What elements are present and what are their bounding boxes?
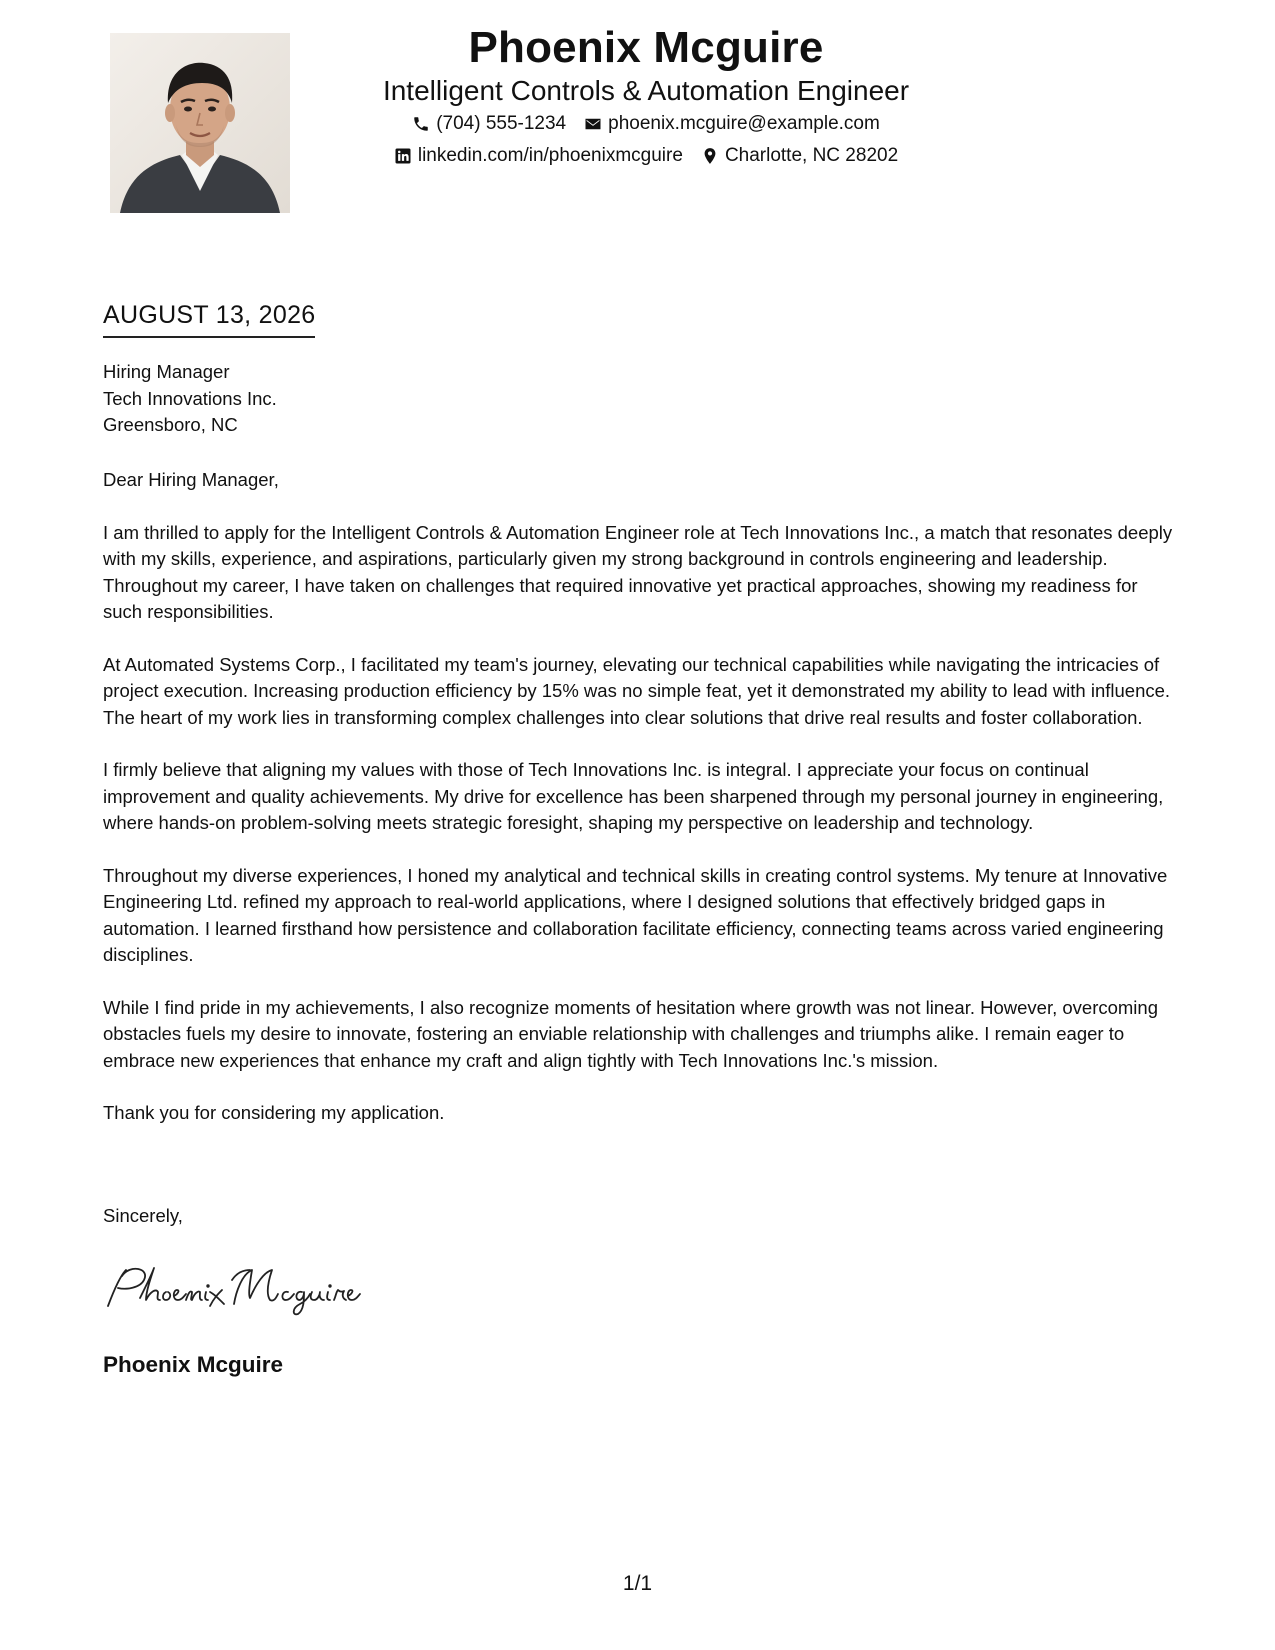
linkedin-text: linkedin.com/in/phoenixmcguire	[417, 145, 683, 166]
recipient-block	[103, 359, 277, 439]
email-text: phoenix.mcguire@example.com	[608, 113, 880, 134]
contact-email[interactable]	[584, 108, 880, 140]
recipient-line: Tech Innovations Inc.	[103, 387, 277, 409]
recipient-line: Hiring Manager	[103, 361, 230, 382]
map-marker-icon	[701, 147, 719, 165]
closing: Sincerely,	[103, 1205, 183, 1226]
letter-date: AUGUST 13, 2026	[103, 298, 315, 338]
applicant-name: Phoenix Mcguire	[468, 23, 824, 72]
body-paragraph: Throughout my diverse experiences, I honed my analytical and technical skills in creating control systems. My tenure at Innovative Engineering Ltd. refined my approach to real-world applications, where I designed solutions that effectively bridged gaps in automation. I learned firsthand how persistence and collaboration facilitate efficiency, connecting teams across varied engineering disciplines.	[103, 864, 1168, 965]
phone-text: (704) 555-1234	[436, 113, 567, 134]
body-paragraph: I am thrilled to apply for the Intelligent Controls & Automation Engineer role at Tech Innovations Inc., a match that resonates deeply with my skills, experience, and aspirations, particularly given my strong background in controls engineering and leadership. Throughout my career, I have taken on challenges that required innovative yet practical approaches, showing my readiness for such responsibilities.	[103, 521, 1173, 622]
contact-location	[701, 140, 898, 172]
contact-linkedin[interactable]	[394, 140, 683, 172]
applicant-title: Intelligent Controls & Automation Engineer	[382, 75, 910, 106]
signer-name: Phoenix Mcguire	[103, 1352, 284, 1377]
contact-row-secondary	[330, 140, 962, 172]
contact-row-primary	[330, 108, 962, 140]
body-paragraph: While I find pride in my achievements, I also recognize moments of hesitation where growth was not linear. However, overcoming obstacles fuels my desire to innovate, fostering an enviable relationship with challenges and triumphs alike. I remain eager to embrace new experiences that enhance my craft and align tightly with Tech Innovations Inc.'s mission.	[103, 996, 1158, 1071]
contact-phone[interactable]	[412, 108, 566, 140]
linkedin-icon	[394, 147, 412, 165]
envelope-icon	[584, 115, 602, 133]
letter-body	[103, 467, 1178, 1153]
body-paragraph: I firmly believe that aligning my values with those of Tech Innovations Inc. is integral. I appreciate your focus on continual improvement and quality achievements. My drive for excellence has been sharpened through my personal journey in engineering, where hands-on problem-solving meets strategic foresight, shaping my perspective on leadership and technology.	[103, 759, 1164, 833]
thank-you-line: Thank you for considering my application.	[103, 1102, 445, 1123]
body-paragraph: At Automated Systems Corp., I facilitated my team's journey, elevating our technical capabilities while navigating the intricacies of project execution. Increasing production efficiency by 15% was no simple feat, yet it demonstrated my ability to lead with influence. The heart of my work lies in transforming complex challenges into clear solutions that drive real results and foster collaboration.	[103, 653, 1171, 728]
profile-photo	[110, 33, 290, 213]
date-block	[103, 298, 315, 338]
letter-header	[330, 22, 962, 172]
handwritten-signature	[100, 1260, 380, 1320]
page-number: 1/1	[622, 1572, 653, 1595]
recipient-line: Greensboro, NC	[103, 414, 238, 435]
location-text: Charlotte, NC 28202	[724, 145, 899, 166]
phone-icon	[412, 115, 430, 133]
salutation: Dear Hiring Manager,	[103, 469, 279, 490]
